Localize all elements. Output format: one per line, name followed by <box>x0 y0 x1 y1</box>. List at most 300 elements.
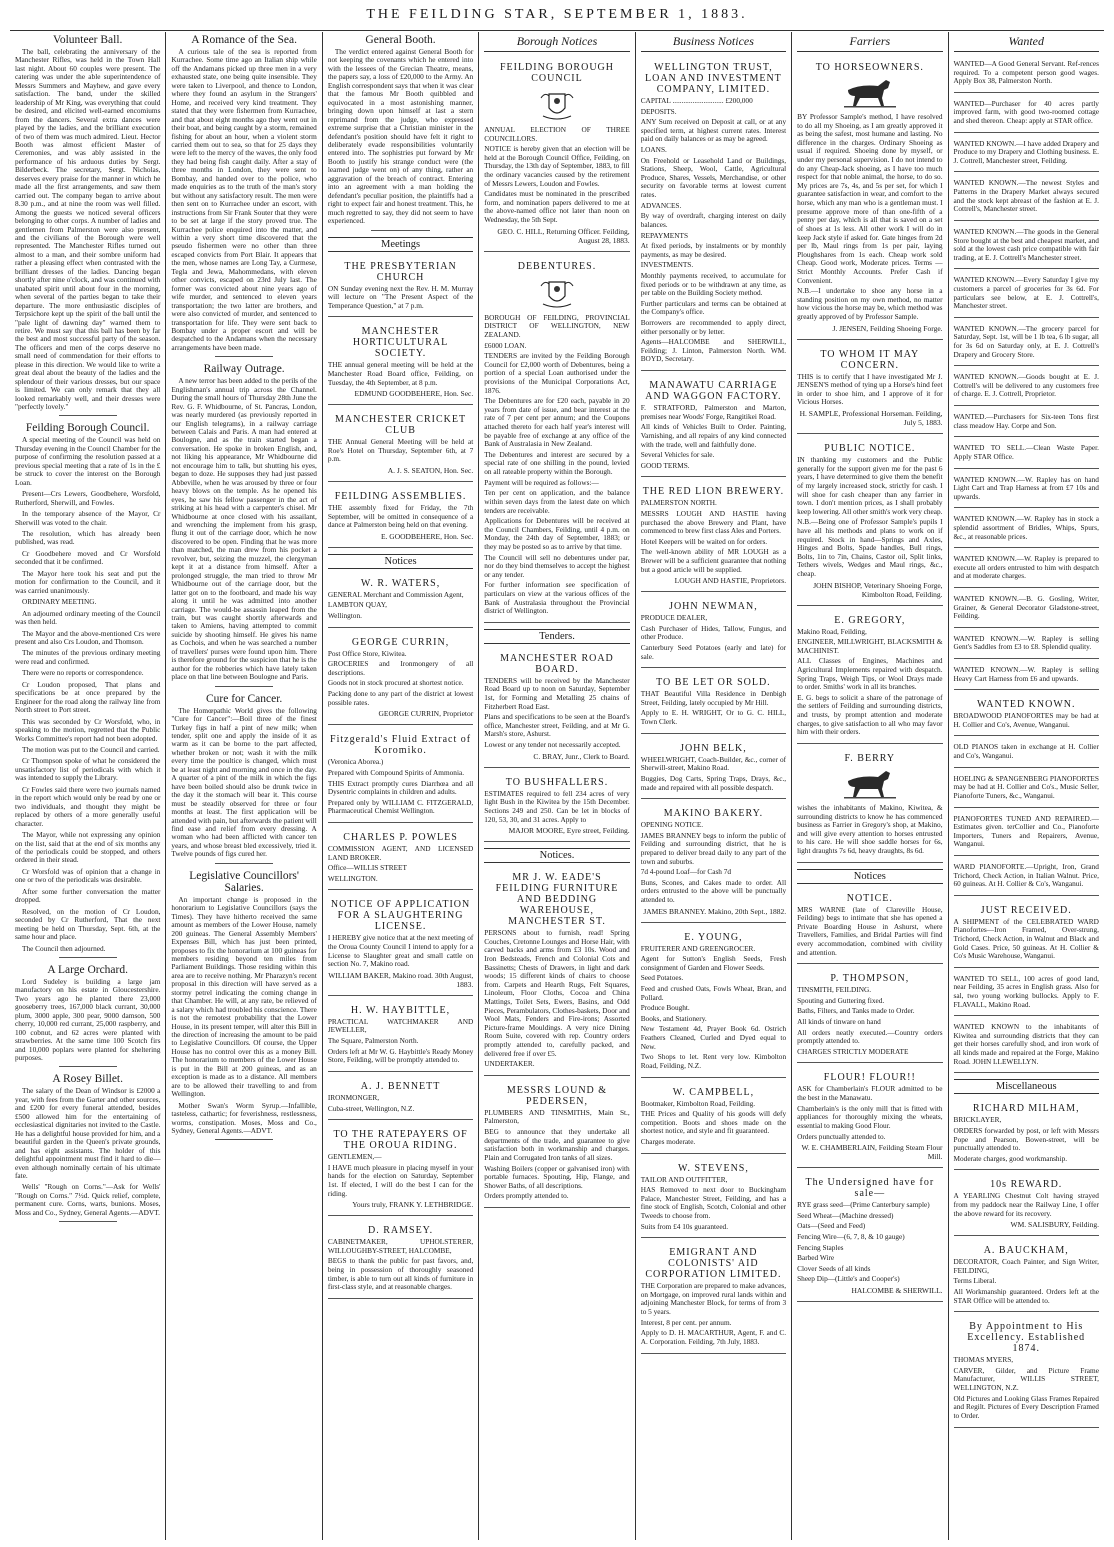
advertisement-text: WANTED—Purchaser for 40 acres partly improved farm, with good two-roomed cottage and shed thereon. Cheap: apply at STAR office. <box>953 98 1099 126</box>
advertisement-text: The Debentures and interest are secured by a special rate of one shilling in the pound, levied on all rateable property within the Borough. <box>484 449 630 477</box>
article-paragraph: An important change is proposed in the honorarium to Legislative Councillors (says the Times). They have hitherto received the same amount as members of the Lower House, namely 200 guineas. The General Assembly Members' Expenses Bill, which has just been printed, proposes to fix the honorarium at 100 guineas for members residing beyond ten miles from Parliament Buildings. Those residing within this area are to receive nothing. Mr Pharazyn's recent proposal in this direction will have served as a stormy petrel indicating the coming change in that Chamber. He will, at any rate, be relieved of a salary which had troubled his conscience. There is not the remotest probability that the Lower House, in its present temper, will alter this Bill in the direction of increasing the amount to be paid to Legislative Councillors. Of course, the Upper House has no control over this as a money Bill. The honorarium to members of the Lower House is put in the Bill at 200 guineas, and as an exception is made as to a distance. All members are to be allowed their travelling to and from Wellington. <box>171 894 317 1099</box>
advertisement <box>641 375 786 477</box>
advertisement <box>328 1000 473 1072</box>
advertisement-text: WANTED KNOWN.—B. G. Gosling, Writer, Grainer, & General Decorator Gladstone-street, Feilding. <box>953 593 1099 621</box>
advertisement <box>954 176 1099 220</box>
advertisement-text: Bootmaker, Kimbolton Road, Feilding. <box>640 1098 756 1108</box>
advertisement <box>641 1082 786 1154</box>
advertisement-text: BEG to announce that they undertake all departments of the trade, and guarantee to give satisfaction both in workmanship and charges. Plain and Corrugated Iron tanks of all sizes. <box>484 1127 630 1162</box>
advertisement-text: PERSONS about to furnish, read! Spring Couches, Cretonne Lounges and Horse Hair, with carved backs and arms from £3 10s. Wood and Iron Bedsteads, French and Colonial Cots and Bassinetts; Chests of Drawers, in light and dark woods; 15 different kinds of chairs to choose from. Carpets and Hearth Rugs, Felt Squares, Linoleum, Floor Cloths, Cocoa and China Mattings, Toilet Sets, Ewers, Basins, and Odd Pieces, Perambulators, Clothes-baskets, Door and Wool Mats, Fenders and Fire-irons; Assorted Picture-frame Mouldings. A very nice Dining Room Suite, covered with rep. Country orders promptly attended to, carefully packed, and delivered free if over £5. <box>484 928 630 1058</box>
advertisement-title: DEBENTURES. <box>517 260 597 272</box>
advertisement-text: I HAVE much pleasure in placing myself in your hands for the election on Saturday, September 1st. If elected, I will do the best I can for the riding. <box>327 1162 474 1198</box>
advertisement-text: RYE grass seed—(Prime Canterbury sample) <box>797 1200 930 1210</box>
advertisement-text: PRACTICAL WATCHMAKER AND JEWELLER, <box>327 1016 474 1035</box>
advertisement-text: NOTICE is hereby given that an election will be held at the Borough Council Office, Feilding, on Thursday, the 13th day of September, 1883, to fill the ordinary vacancies caused by the retirement of Messrs Lewers, Loudon and Fowles. <box>484 144 630 188</box>
advertisement-title: W. STEVENS, <box>677 1162 749 1174</box>
advertisement-text: OPENING NOTICE. <box>640 820 704 830</box>
advertisement-text: WANTED KNOWN.—W. Rapley is prepared to execute all orders entrusted to him with despatch and at moderate charges. <box>953 554 1099 581</box>
column-heading: Business Notices <box>641 32 786 52</box>
article-paragraph: Resolved, on the motion of Cr Loudon, seconded by Cr Rutherford, That the next meeting be held on Thursday, Sept. 6th, at the same hour and place. <box>15 906 161 942</box>
advertisement-text: IN thanking my customers and the Public generally for the support given me for the past 6 years, I have determined to give them the benefit of my largely increased stock, strictly for cash. I will shoe for cash cheaper than any farrier in town. I don't mention prices, as I shall probably keep lowering. All other smith's work very cheap. <box>797 455 943 516</box>
advertisement <box>954 772 1099 808</box>
advertisement-text: WANTED KNOWN.—Every Saturday I give my customers a parcel of groceries for 3s 6d. For particulars see below, at E. J. Cottrell's, Manchester street. <box>953 275 1099 311</box>
column-6 <box>791 32 947 1540</box>
advertisement-text: WANTED.—Purchasers for Six-teen Tons first class meadow Hay. Corpe and Son. <box>953 412 1099 430</box>
advertisement-title: A. BAUCKHAM, <box>983 1245 1069 1257</box>
advertisement <box>954 1098 1099 1170</box>
advertisement <box>954 441 1099 468</box>
advertisement-text: Chamberlain's is the only mill that is fitted with appliances for thoroughly mixing the wheats, essential to making Good Flour. <box>797 1103 943 1130</box>
advertisement <box>954 972 1099 1016</box>
advertisement-signature: HALCOMBE & SHERWILL. <box>851 1286 943 1296</box>
article-paragraph: The minutes of the previous ordinary meeting were read and confirmed. <box>15 648 161 666</box>
advertisement-text: Canterbury Seed Potatoes (early and late) for sale. <box>640 643 787 661</box>
news-article <box>171 34 316 357</box>
advertisement-text: TENDERS are invited by the Feilding Borough Council for £2,000 worth of Debentures, being a portion of a special Loan authorised under the provisions of the Municipal Corporations Act, 1876. <box>484 351 630 395</box>
advertisement-title: MESSRS LOUND & PEDERSEN, <box>506 1084 608 1107</box>
advertisement-title: EMIGRANT AND COLONISTS' AID CORPORATION LIMITED. <box>645 1247 782 1281</box>
advertisement-text: GENTLEMEN,— <box>327 1152 382 1162</box>
advertisement-title: H. W. HAYBITTLE, <box>350 1004 451 1016</box>
article-paragraph: Cr Fowles said there were two journals named in the report which would only be read by one or two individuals, and thought they might be replaced by others of a more generally useful character. <box>15 784 161 828</box>
advertisement-title: E. GREGORY, <box>834 614 906 626</box>
advertisement <box>797 438 942 606</box>
advertisement-text: LOANS. <box>640 145 667 155</box>
advertisement-text: Feed and crushed Oats, Fowls Wheat, Bran, and Pollard. <box>640 984 787 1002</box>
article-paragraph: ORDINARY MEETING. <box>22 597 97 607</box>
advertisement-title: MANAWATU CARRIAGE AND WAGGON FACTORY. <box>645 380 782 403</box>
article-title: A Large Orchard. <box>47 963 128 976</box>
advertisement <box>484 772 629 842</box>
article-paragraph: The Homœpathic World gives the following "Cure for Cancer":—Boil three of the finest Turkey figs in half a pint of new milk; when tender, split one and apply the inside of it as warm as it can be borne to the part affected, whether broken or not; wash it with the milk every time the poultice is changed, which must be at least night and morning and once in the day. A quarter of a pint of the milk in which the figs have been boiled should also be drunk twice in the day it the stomach will bear it. This course must be steadily observed for three or four months at least. The first application will be attended with pain, but afterwards the patient will find ease and relief from every dressing. A woman who had been afflicted with cancer ten years, and whose breast bled excessively, tried it. Twelve pounds of figs cured her. <box>171 705 317 859</box>
advertisement <box>641 738 786 799</box>
advertisement-text: Hotel Keepers will be waited on for orders. <box>640 536 768 546</box>
advertisement-text: THE Corporation are prepared to make advances, on Mortgage, on improved rural lands within and adjoining Manchester Block, for terms of from 3 to 5 years. <box>640 1281 787 1317</box>
advertisement-text: Monthly payments received, to accumulate for fixed periods or to be withdrawn at any time, as per table on the Building Society method. <box>640 270 787 298</box>
advertisement-text: UNDERTAKER. <box>484 1059 535 1069</box>
advertisement-text: GOOD TERMS. <box>640 460 690 470</box>
advertisement-text: A SHIPMENT of the CELEBRATED WARD Pianofortes—Iron Framed, Over-strung, Trichord, Check Action, in Walnut and Black and Gold Cases. Price, 50 guineas. At H. Collier & Co's Music Warehouse, Wanganui. <box>953 916 1099 961</box>
section-heading: Tenders. <box>484 629 629 644</box>
advertisement-title: F. BERRY <box>844 752 896 764</box>
article-paragraph: Wells' "Rough on Corns."—Ask for Wells' "Rough on Corns." 7½d. Quick relief, complete, permanent cure. Corns, warts, bunions. Moses, Moss and Co., Sydney, General Agents.—ADVT. <box>15 1182 161 1217</box>
advertisement <box>954 57 1099 93</box>
article-paragraph: A curious tale of the sea is reported from Kurrachee. Some time ago an Italian ship while off the Andamans picked up three men in a very exhausted state, one being quite insensible. They were taken to Liverpool, and thence to London, where they found an asylum in the Strangers' Home, and received very kind treatment. They stated that they were fishermen from Kurrachee, and that about eight months ago they went out in their boat, and being caught by a storm, remained fishing for about an hour, when a violent storm carried them out to sea, so that for 25 days they were left to the mercy of the waves, the only food they had being fish caught daily. After a stay of three months in London, they were sent to Bombay, and handed over to the police, who made enquiries as to the truth of the man's story but without any satisfactory result. The men were then sent on to Kurrachee under an escort, with instructions from Sir Frank Souter that they were to be set at large if the story proved true. The Kurrachee police enquired into the matter, and within a very short time discovered that the pseudo fishermen were no other than three escaped convicts from Port Blair. It appears that the men, whose names are Long Tay, a Curmese, Tegla and Jewa, Mahommedans, with eleven other convicts, escaped on 23rd July last. The former was convicted about nine years ago of wife murder, and sentenced to eleven years transportation; the two latter are brothers, and were also convicted of murder, and sentenced to transportation for life. They were sent back to Bombay under a proper escort and will be despatched to the Andamans when the necessary arrangements have been made. <box>171 47 317 352</box>
advertisement-text: E. G. begs to solicit a share of the patronage of the settlers of Feilding and surrounding districts, and trusts, by prompt attention and moderate charges, to give satisfaction to all who may favor him with their orders. <box>797 692 943 737</box>
advertisement-text: Charges moderate. <box>640 1136 696 1146</box>
advertisement-text: Buns, Scones, and Cakes made to order. All orders entrusted to the above will be punctually attended to. <box>640 877 787 904</box>
article-title: A Romance of the Sea. <box>191 34 297 46</box>
advertisement-text: MESSRS LOUGH AND HASTIE having purchased the above Brewery and Plant, have commenced to brew first class Ales and Porters. <box>640 508 787 536</box>
advertisement-signature: Yours truly, FRANK Y. LETHBRIDGE. <box>352 1200 474 1210</box>
advertisement-text: WANTED KNOWN.—W. Rapley is selling Gent's Saddles from £3 to £8. Splendid quality. <box>953 633 1099 652</box>
advertisement-text: WANTED KNOWN.—The goods in the General Store bought at the best and cheapest market, and sold at the lowest cash price compatible with fair trading, at E. J. Cottrell's Manchester street. <box>953 226 1099 262</box>
advertisement-text: WANTED KNOWN.—W. Rapley is selling Heavy Cart Harness from £6 and upwards. <box>953 665 1099 683</box>
advertisement-text: WANTED KNOWN.—The newest Styles and Patterns in the Drapery Market always secured and the stock kept abreast of the fashion at E. J. Cottrell's, Manchester street. <box>953 178 1099 214</box>
masthead: THE FEILDING STAR, SEPTEMBER 1, 1883. <box>366 7 748 22</box>
article-paragraph: The Mayor here took his seat and put the motion for confirmation to the Council, and it was carried unanimously. <box>15 568 161 595</box>
advertisement <box>797 748 942 863</box>
advertisement <box>328 827 473 890</box>
advertisement-title: CHARLES P. POWLES <box>343 831 458 843</box>
advertisement-title: JOHN BELK, <box>680 742 747 754</box>
advertisement-text: TENDERS will be received by the Manchester Road Board up to noon on Saturday, September 1st, for Forming and Metalling 25 chains of Fitzherbert Road East. <box>484 675 630 711</box>
advertisement-text: WANTED KNOWN.—W. Rapley has on hand Light Cart and Trap Harness at from £7 10s and upwards. <box>953 474 1099 501</box>
advertisement-text: REPAYMENTS <box>640 230 688 240</box>
advertisement-text: WHEELWRIGHT, Coach-Builder, &c., corner of Sherwill-street, Makino Road. <box>640 754 787 773</box>
advertisement-text: At fixed periods, by instalments or by monthly payments, as may be desired. <box>640 241 787 259</box>
advertisement <box>954 273 1099 317</box>
advertisement <box>954 410 1099 437</box>
column-heading: Farriers <box>797 32 942 52</box>
advertisement <box>954 1020 1099 1073</box>
advertisement <box>954 1174 1099 1236</box>
advertisement <box>797 888 942 965</box>
news-article <box>15 34 160 416</box>
advertisement-text: Payment will be required as follows:— <box>484 477 599 487</box>
advertisement-signature: JOHN BISHOP, Veterinary Shoeing Forge, Kimbolton Road, Feilding. <box>813 580 943 599</box>
advertisement-signature: WM. SALISBURY, Feilding. <box>1010 1220 1099 1230</box>
advertisement <box>954 860 1099 896</box>
advertisement-text: THIS Extract promptly cures Diarrhœa and all Dysentric complaints in children and adults. <box>327 778 474 797</box>
section-divider <box>59 957 117 958</box>
advertisement-title: W. CAMPBELL, <box>672 1086 755 1098</box>
columns <box>10 32 1104 1540</box>
advertisement-text: ON Sunday evening next the Rev. H. M. Murray will lecture on "The Present Aspect of the Temperance Question," at 7 p.m. <box>327 283 474 310</box>
advertisement <box>954 473 1099 509</box>
advertisement <box>954 900 1099 968</box>
advertisement-text: Apply to D. H. MACARTHUR, Agent, F. and C. A. Corporation. Feilding, 7th July, 1883. <box>640 1328 787 1346</box>
advertisement-text: 7d 4-pound Loaf—for Cash 7d <box>640 867 732 877</box>
article-title: Cure for Cancer. <box>205 692 283 705</box>
article-paragraph: Cr Worsfold was of opinion that a change in one or two of the periodicals was desirable. <box>15 866 161 885</box>
advertisement-text: MRS WARNE (late of Clareville House, Feilding) begs to intimate that she has opened a Private Boarding House in Ashurst, where Travellers, Families, and Bridal Parties will find every accommodation, combined with civility and attention. <box>797 904 943 957</box>
advertisement-text: Lowest or any tender not necessarily accepted. <box>484 740 621 750</box>
article-paragraph: The salary of the Dean of Windsor is £2000 a year, with fees from the Garter and other sources, and £200 for every funeral attended, besides £500 allowed him for the entertaining of ecclesiastical dignitaries not invited to the Castle. He has a delightful house provided for him, and a beautiful garden in the Queen's private grounds, and has eight assistants. The holder of this delightful appointment must find it hard to die—even although nominally certain of his ultimate fate. <box>15 1086 161 1181</box>
advertisement <box>954 694 1099 736</box>
advertisement-title: 10s REWARD. <box>990 1179 1063 1191</box>
advertisement-signature: WILLIAM BAKER, Makino road. 30th August, 1883. <box>328 970 474 989</box>
article-paragraph: Mother Swan's Worm Syrup.—Infallible, tasteless, cathartic; for feverishness, restlessness, worms, constipation. Moses, Moss and Co., Sydney, General Agents.—ADVT. <box>171 1100 317 1136</box>
advertisement <box>954 370 1099 406</box>
advertisement-signature: H. SAMPLE, Professional Horseman. Feilding, July 5, 1883. <box>799 409 943 428</box>
advertisement-text: Books, and Stationery. <box>640 1013 707 1023</box>
advertisement-title: TO THE RATEPAYERS OF THE OROUA RIDING. <box>333 1129 468 1152</box>
advertisement <box>328 1124 473 1216</box>
advertisement <box>328 632 473 726</box>
advertisement-text: Oats—(Seed and Feed) <box>797 1221 866 1231</box>
advertisement <box>954 1316 1099 1427</box>
section-heading: Notices. <box>484 848 629 863</box>
advertisement-text: THIS is to certify that I have investigated Mr J. JENSEN'S method of tying up a Horse's hind feet in order to shoe him, and I approve of it for Vicious Horses. <box>797 371 943 407</box>
article-paragraph: There were no reports or correspondence. <box>22 668 144 678</box>
column-5 <box>635 32 791 1540</box>
advertisement-title: THE PRESBYTERIAN CHURCH <box>344 260 457 283</box>
advertisement-text: Spouting and Guttering fixed. <box>797 995 885 1005</box>
article-paragraph: The motion was put to the Council and carried. <box>22 744 160 754</box>
advertisement-text: Candidates must be nominated in the prescribed form, and nomination papers delivered to me at the above-named office not later than noon on Wednesday, the 5th Sept. <box>484 189 630 225</box>
advertisement-text: Fencing Wire—(6, 7, 8, & 10 gauge) <box>797 1231 905 1241</box>
advertisement <box>641 57 786 371</box>
article-title: Railway Outrage. <box>203 363 285 376</box>
horse-icon <box>840 76 900 110</box>
article-title: Legislative Councillors' Salaries. <box>189 869 299 894</box>
advertisement-text: Ten per cent on application, and the balance within seven days from the latest date on which tenders are receivable. <box>484 488 630 515</box>
advertisement-title: PUBLIC NOTICE. <box>824 443 916 455</box>
advertisement-text: HOELING & SPANGENBERG PIANOFORTES may be had at H. Collier and Co's., Music Seller, Pianoforte Tuners, &c., Wanganui. <box>953 773 1099 800</box>
advertisement-text: I HEREBY give notice that at the next meeting of the Oroua County Council I intend to apply for a License to Slaughter great and small cattle on section No. 7, Makino road. <box>327 933 474 969</box>
article-paragraph: The Mayor, while not expressing any opinion on the list, said that at the end of six months any of the periodicals could be stopped, and others ordered in their stead. <box>15 830 161 865</box>
advertisement-text: Cuba-street, Wellington, N.Z. <box>327 1103 415 1113</box>
article-paragraph: In the temporary absence of the Mayor, Cr Sherwill was voted to the chair. <box>15 509 161 527</box>
advertisement <box>954 552 1099 588</box>
article-paragraph: Lord Sudeley is building a large jam manufactory on his estate in Gloucestershire. Two years ago he planted there 23,000 gooseberry trees, 167,000 black currant, 30,000 plum, 3000 apple, 300 pear, 9000 damson, 500 cherry, 10,000 red currant, 25,000 raspberry, and 100 cobnut, and 62 acres were planted with strawberries. At the same time 100 Scotch firs and 10,000 poplars were planted for sheltering purposes. <box>15 976 161 1063</box>
advertisement <box>641 1158 786 1239</box>
advertisement-text: wishes the inhabitants of Makino, Kiwitea, & surrounding districts to know he has commenced business as Farrier in Gregory's shop, at Makino, and will give every attention to horses entrusted to his care. He will shoe saddle horses for 6s, light draughts 7s 6d, heavy draughts, 8s 6d. <box>797 802 943 855</box>
borough-crest-icon <box>535 88 579 122</box>
advertisement-title: NOTICE. <box>846 892 893 904</box>
advertisement-text: Further particulars and terms can be obtained at the Company's office. <box>640 298 787 317</box>
advertisement <box>954 812 1099 856</box>
advertisement-title: FEILDING BOROUGH COUNCIL <box>499 62 614 84</box>
advertisement <box>641 596 786 668</box>
advertisement-text: Two Shops to let. Rent very low. Kimbolton Road, Feilding, N.Z. <box>640 1052 787 1070</box>
advertisement <box>641 1242 786 1353</box>
advertisement-text: The Debentures are for £20 each, payable in 20 years from date of issue, and bear interest at the rate of 7 per cent per annum; and the Coupons attached thereto for each half year's interest will be payable free of exchange at any office of the Bank of Australasia in New Zealand. <box>484 396 630 449</box>
advertisement-text: TINSMITH, FEILDING. <box>797 985 872 995</box>
column-3 <box>322 32 478 1540</box>
advertisement-text: THE Annual General Meeting will be held at Roe's Hotel on Thursday, September 6th, at 7 p.m. <box>327 437 474 464</box>
advertisement-text: Clover Seeds of all kinds <box>797 1263 871 1273</box>
advertisement-text: All Workmanship guaranteed. Orders left at the STAR Office will be attended to. <box>953 1287 1099 1305</box>
advertisement <box>641 803 786 922</box>
advertisement-text: ASK for Chamberlain's FLOUR admitted to be the best in the Manawatu. <box>797 1084 943 1103</box>
advertisement-title: TO WHOM IT MAY CONCERN. <box>820 348 920 371</box>
advertisement <box>484 648 629 768</box>
advertisement-text: All orders neatly executed.—Country orders promptly attended to. <box>797 1027 943 1046</box>
article-paragraph: An adjourned ordinary meeting of the Council was then held. <box>15 608 161 627</box>
advertisement-text: (Veronica Aborea.) <box>327 757 384 767</box>
advertisement-text: PIANOFORTES TUNED AND REPAIRED.—Estimates given. terCollier and Co., Pianoforte Importers, Tuners and Repairers, Avenue, Wanganui. <box>953 813 1099 849</box>
section-divider <box>59 1221 117 1222</box>
horse-icon <box>840 767 900 801</box>
advertisement-text: BOROUGH OF FEILDING, PROVINCIAL DISTRICT OF WELLINGTON, NEW ZEALAND. <box>484 312 630 339</box>
article-paragraph: This was seconded by Cr Worsfold, who, in speaking to the motion, regretted that the Public Works Committee's report had not been adopted. <box>15 716 161 743</box>
advertisement-text: ORDERS forwarded by post, or left with Messrs Pope and Pearson, Bowen-street, will be punctually attended to. <box>953 1125 1099 1153</box>
advertisement-text: THE annual general meeting will be held at the Manchester Road Board office, Feilding, on Tuesday, the 4th September, at 8 p.m. <box>327 360 474 387</box>
advertisement-text: The Square, Palmerston North. <box>327 1036 419 1046</box>
advertisement-signature: W. E. CHAMBERLAIN, Feilding Steam Flour Mill. <box>801 1143 943 1162</box>
advertisement-title: FEILDING ASSEMBLIES. <box>334 491 467 502</box>
advertisement-text: The well-known ability of MR LOUGH as a Brewer will be a sufficient guarantee that nothing but a good article will be supplied. <box>640 547 787 574</box>
advertisement-text: IRONMONGER, <box>327 1092 380 1102</box>
advertisement <box>954 740 1099 767</box>
advertisement-text: WANTED—A Good General Servant. Ref-rences required. To a competent person good wages. Apply Box 38, Palmerston North. <box>953 59 1099 86</box>
advertisement-text: WANTED TO SELL, 100 acres of good land, near Feilding, 35 acres in English grass. Also for sal, two young working bullocks. Apply to F. FLAVALL, Makino Road. <box>953 973 1099 1009</box>
advertisement-text: PALMERSTON NORTH. <box>640 498 717 508</box>
article-paragraph: The verdict entered against General Booth for not keeping the covenants which he entered into with the lessees of the Grecian Theatre, means, the papers say, a loss of £20,000 to the Army. An English correspondent says that when it was clear that the famous Mr Booth quibbled and equivocated in a most astonishing manner, bringing down upon himself at last a stern reprimand from the judge, who expressed extreme surprise that a Christian minister in the defendant's position should have felt it right to deliberately evade responsibilities voluntarily entered into. The sophistries put forward by Mr Booth to justify his strange conduct were (the learned judge went on) of any thing, rather an aggravation of the breach of contract. Entering into an agreement with a man holding the defendant's peculiar position, the plaintiffs had a right to expect fair and honest treatment. This, he much regretted to say, they did not seem to have experienced. <box>327 47 474 226</box>
article-paragraph: Cr Loudon proposed, That plans and specifications be at once prepared by the Engineer for the road along the railway line from North street to Port street. <box>15 679 161 715</box>
advertisement <box>954 512 1099 548</box>
advertisement-text: N.B.—I undertake to shoe any horse in a standing position on my own method, no matter how vicious the horse may be, which method was greatly approved of by Professor Sample. <box>797 286 943 322</box>
article-paragraph: Cr Thompson spoke of what he considered the unsatisfactory list of periodicals with which it was intended to supply the Library. <box>15 756 161 783</box>
advertisement-text: CABINETMAKER, UPHOLSTERER, WILLOUGHBY-STREET, HALCOMBE, <box>327 1237 474 1255</box>
advertisement-signature: A. J. S. SEATON, Hon. Sec. <box>387 466 474 475</box>
advertisement-text: Baths, Filters, and Tanks made to Order. <box>797 1006 915 1016</box>
advertisement-text: THE Prices and Quality of his goods will defy competition. Boots and shoes made on the shortest notice, and style and fit guaranteed. <box>640 1109 787 1136</box>
advertisement-text: ENGINEER, MILLWRIGHT, BLACKSMITH & MACHINIST. <box>797 637 943 655</box>
advertisement-text: BRICKLAYER, <box>953 1115 1002 1125</box>
section-heading: Meetings <box>328 237 473 252</box>
advertisement <box>797 610 942 744</box>
column-heading: Borough Notices <box>484 32 629 52</box>
advertisement-text: PLUMBERS AND TINSMITHS, Main St., Palmerston, <box>484 1107 630 1126</box>
advertisement-signature: MAJOR MOORE, Eyre street, Feilding. <box>508 826 630 836</box>
advertisement <box>484 57 629 252</box>
article-paragraph: The Council then adjourned. <box>22 943 106 953</box>
advertisement-text: N.B.—Being one of Professor Sample's pupils I have all his methods and plans to work on if required. Stock in hand—Springs and Axles, Hinges and Bolts, Spade handles, Bull rings, Bolts, 1in to 7in, Chains, Castor oil, Split links, Tethers wivels, Wedges and Maul rings, &c., cheap. <box>797 517 943 578</box>
advertisement-text: WANTED KNOWN.—W. Rapley has in stock a splendid assortment of Bridles, Whips, Spurs, &c., at reasonable prices. <box>953 514 1099 541</box>
section-heading: Notices <box>328 554 473 569</box>
article-paragraph: The ball, celebrating the anniversary of the Manchester Rifles, was held in the Town Hall last night. About 60 couples were present. The catering was under the able superintendence of Messrs Summers and Mayhew, and gave every satisfaction. The band, under the skilled leadership of Mr King, was everything that could be desired, and elicited well-earned encomiums from the dancers. Several extra dances were played by the ladies, and the brilliant execution of two of them was much admired. Lieut. Hector Booth was almost efficient Master of Ceremonies, and was ably assisted in the performance of his arduous duties by Sergt. Bilderbeck. The secretary, Sergt. Nicholas, deserves every praise for the manner in which he made all the first arrangements, and saw them carried out. The company began to arrive about 8.30 p.m., and at nine the room was well filled. Among the guests we noticed several officers belonging to other corps. A number of ladies and gentlemen from Palmerston were also present, and the civilians of the Borough were well represented. The Manchester Rifles turned out almost to a man, and their sombre uniform had rather a pleasing effect when contrasted with the brilliant dresses of the ladies. Dancing began shortly after nine o'clock, and was continued with unabated spirit until about four in the morning, when several of the parties began to take their departure. The more enthusiastic disciples of Terpsichore kept up the spirit of the ball until the "pale light of dawning day" warned them to retire. We must say that this ball has been by far the best and most successful party of the season. The officers and men of the corps deserve no small need of commendation for their efforts to please in this direction. We would like to write a great deal about the beauty of the ladies and the splendour of their various dresses, but our space is limited. We can only remark that they all looked remarkably well, and their dresses were "perfectly lovely." <box>15 47 161 412</box>
advertisement-text: Barbed Wire <box>797 1253 835 1263</box>
section-divider <box>215 863 273 864</box>
advertisement-title: GEORGE CURRIN, <box>351 636 450 648</box>
article-title: Volunteer Ball. <box>53 34 123 46</box>
advertisement-text: WARD PIANOFORTE.—Upright, Iron, Grand Trichord, Check Action, in Italian Walnut. Price, 60 guineas. At H. Collier & Co's, Wanganui. <box>953 861 1099 889</box>
borough-crest-icon <box>535 276 579 310</box>
advertisement-text: GROCERIES and Ironmongery of all descriptions. <box>327 659 474 677</box>
advertisement-title: WANTED KNOWN. <box>976 699 1076 711</box>
advertisement-text: Cash Purchaser of Hides, Tallow, Fungus, and other Produce. <box>640 623 787 642</box>
advertisement <box>797 57 942 340</box>
advertisement-text: Produce Bought. <box>640 1003 690 1013</box>
article-paragraph: A new terror has been added to the perils of the Englishman's annual trip across the Channel. During the small hours of Thursday 28th June the Rev. G. F. Whidbourne, of St. Pancras, London, was nearly murdered (as previously reported in our English telegrams), in a railway carriage between Calais and Paris. A man had entered at Boulogne, and as the train started began a conversation. He spoke in broken English, and, not liking his appearance, Mr Whidbourne did not encourage him to talk, but shutting his eyes, began to doze. He supposes they had just passed Abbeville, when he was aroused by three or four heavy blows on the temple. As he opened his eyes, he saw his fellow passenger in the act of striking at his head with a carpenter's chisel. Mr Whidbourne at once closed with his assailant, and wrenching the implement from his grasp, flung it out of the carriage door, which he now discovered to be open. Finding that he was more than matched, the man drew from his pocket a revolver, but, seizing the muzzel, the clergyman kept it at a distance from himself. After a prolonged struggle, the man tried to throw Mr Whidbourne out of the carriage door, but the latter got on to the footboard, and made his way along it until he was admitted into another carriage. The would-be assassin leaped from the train, but was caught shortly afterwards and taken to Amiens, having attempted to commit suicide by shooting himself. He gives his name as Cochois, and when he was searched a number of travellers' purses were found upon him. There is therefore ground for the suspicion that he is the author for the robberies which have lately taken place on that line between Boulogne and Paris. <box>171 376 317 682</box>
advertisement <box>797 344 942 434</box>
advertisement-title: TO BE LET OR SOLD. <box>656 677 771 689</box>
advertisement-signature: GEORGE CURRIN, Proprietor <box>378 709 474 719</box>
section-heading: Miscellaneous <box>954 1079 1099 1094</box>
advertisement-text: The Council will sell no debentures under par, nor do they bind themselves to accept the highest or any tender. <box>484 552 630 579</box>
masthead-rule <box>10 30 1104 31</box>
advertisement-text: All kinds of tinware on hand <box>797 1017 881 1027</box>
advertisement <box>328 729 473 823</box>
advertisement-text: Goods not in stock procured at shortest notice. <box>327 678 464 688</box>
advertisement-text: Seed Wheat—(Machine dressed) <box>797 1210 894 1220</box>
advertisement-text: THAT Beautiful Villa Residence in Denbigh Street, Feilding, lately occupied by Mr Hill. <box>640 689 787 707</box>
advertisement-text: BEGS to thank the public for past favors, and, being in possession of thoroughly seasoned timber, is able to turn out all kinds of furniture in first-class style, and at reasonable charges. <box>327 1256 474 1292</box>
advertisement-text: Agent for Sutton's English Seeds, Fresh consignment of Garden and Flower Seeds. <box>640 954 787 972</box>
advertisement <box>328 256 473 318</box>
advertisement-text: Office—WILLIS STREET <box>327 863 407 873</box>
advertisement-text: BY Professor Sample's method, I have resolved to do all my Shoeing, as I am greatly approved it as being the safest, most humane and lasting. No difference in the charges. Ordinary Shoeing as usual if required. Shoeing done by myself, or under my personal supervision. I do not intend to do any Cheap-Jack shoeing, as I have too much respect for that noble animal, the horse, to do so. My prices are 7s, 4s, and 5s per set, for which I guarantee satisfaction in wear, and comfort to the horse, which any man who is a gentleman must. I presume approve more of than one-fifth of a penny per day, which is all that is saved on a set of shoes at 1s less. All other work I will do in keep Jack style if asked for. Gate hinges from 2d per lb, Maul rings from 1s per pair, laying Ploughshares from 1s each. Cheap work sold Cheap. Good work, Moderate prices. Terms — Strict Monthly Accounts. Prefer Cash if Convenient. <box>797 112 943 285</box>
advertisement-text: Orders punctually attended to. <box>797 1131 886 1141</box>
advertisement-signature: JAMES BRANNEY. Makino, 20th Sept., 1882. <box>643 906 787 916</box>
advertisement <box>641 481 786 592</box>
advertisement-text: Old Pictures and Looking Glass Frames Repaired and Regilt. Pictures of Every Description Framed to Order. <box>953 1393 1099 1420</box>
advertisement-text: BROADWOOD PIANOFORTES may be had at H. Collier and Co's, Avenue, Wanganui. <box>953 711 1099 729</box>
advertisement-text: For further information see specification of particulars on view at the various offices of the Bank of Australasia throughout the Provincial district of Wellington. <box>484 580 630 616</box>
advertisement-text: WANTED KNOWN.—The grocery parcel for Saturday, Sept. 1st, will be 1 lb tea, 6 lb sugar, all for 3s 6d on Saturday only, at E. J. Cottrell's Drapery and Grocery Store. <box>953 323 1099 359</box>
advertisement-signature: C. BRAY, Junr., Clerk to Board. <box>533 751 630 761</box>
advertisement-title: MANCHESTER HORTICULTURAL SOCIETY. <box>352 326 449 360</box>
advertisement-signature: E. GOODBEHERE, Hon. Sec. <box>380 531 474 541</box>
advertisement <box>328 573 473 628</box>
advertisement <box>797 1067 942 1168</box>
article-title: Feilding Borough Council. <box>25 422 150 435</box>
advertisement <box>954 137 1099 173</box>
advertisement-text: Post Office Store, Kiwitea. <box>327 648 407 658</box>
advertisement-text: THE assembly fixed for Friday, the 7th September, will be omitted in consequence of a dance at Palmerston being held on that evening. <box>327 503 474 530</box>
advertisement-text: DEPOSITS. <box>640 106 677 116</box>
advertisement-title: D. RAMSEY. <box>368 1225 434 1237</box>
advertisement-text: INVESTMENTS. <box>640 260 694 270</box>
advertisement-text: Orders promptly attended to. <box>484 1191 569 1201</box>
advertisement <box>328 321 473 405</box>
advertisement-signature: EDMUND GOODBEHERE, Hon. Sec. <box>354 389 474 399</box>
section-divider <box>215 1139 273 1140</box>
advertisement-signature: LOUGH AND HASTIE, Proprietors. <box>674 576 787 586</box>
advertisement-text: Interest, 8 per cent. per annum. <box>640 1317 732 1327</box>
advertisement-text: ANNUAL ELECTION OF THREE COUNCILLORS. <box>484 125 630 143</box>
advertisement <box>484 867 629 1076</box>
advertisement <box>328 409 473 482</box>
advertisement-text: Applications for Debentures will be received at the Council Chambers, Feilding, until 4 p.m. on Monday, the 24th day of September, 1883; or they may be posted so as to arrive by that time. <box>484 516 630 551</box>
column-7 <box>948 32 1104 1540</box>
article-paragraph: After some further conversation the matter dropped. <box>15 886 161 905</box>
advertisement-text: Plans and specifications to be seen at the Board's office, Manchester street, Feilding, and at Mr G. Marsh's store, Ashurst. <box>484 712 630 739</box>
advertisement-title: MAKINO BAKERY. <box>663 808 764 820</box>
column-1 <box>10 32 165 1540</box>
advertisement-text: Prepared with Compound Spirits of Ammonia. <box>327 767 465 777</box>
advertisement-text: CARVER, Gilder, and Picture Frame Manufacturer, WILLIS STREET, WELLINGTON, N.Z. <box>953 1365 1099 1393</box>
advertisement-text: Buggies, Dog Carts, Spring Traps, Drays, &c., made and repaired with all possible despatch. <box>640 773 787 792</box>
article-paragraph: A special meeting of the Council was held on Thursday evening in the Council Chamber for the purpose of confirming the resolution passed at a previous special meeting that a rate of 1s in the £ be struck to cover the interest on the Borough Loan. <box>15 435 161 487</box>
advertisement-text: WANTED KNOWN.—Goods bought at E. J. Cottrell's will be delivered to any customers free of charge. E. J. Cottrell, Proprietor. <box>953 372 1099 399</box>
section-divider <box>59 1066 117 1067</box>
advertisement-text: ADVANCES. <box>640 200 682 210</box>
advertisement-text: All kinds of Vehicles Built to Order. Painting, Varnishing, and all repairs of any kind connected with the trade, well and faithfully done. <box>640 422 787 449</box>
advertisement-title: TO BUSHFALLERS. <box>505 776 609 788</box>
advertisement-title: E. YOUNG, <box>684 931 743 943</box>
advertisement-text: On Freehold or Leasehold Land or Buildings, Stations, Sheep, Wool, Cattle, Agricultural Produce, Shares, Vessels, Merchandise, or other security on favorable terms at lowest current rates. <box>640 155 787 200</box>
advertisement-title: MANCHESTER CRICKET CLUB <box>335 414 467 437</box>
news-article <box>328 34 473 231</box>
advertisement-text: WANTED KNOWN to the inhabitants of Kiwitea and surrounding districts that they can get their horses carefully shod, and iron work of all kinds made and repaired at the Forge, Makino Road. JOHN LLEWELLYN. <box>953 1022 1099 1066</box>
advertisement <box>797 968 942 1063</box>
section-divider <box>59 415 117 416</box>
advertisement <box>328 486 473 548</box>
advertisement <box>954 592 1099 628</box>
advertisement-text: PRODUCE DEALER, <box>640 613 708 623</box>
advertisement-text: Washing Boilers (copper or galvanised iron) with portable furnaces. Spouting, Hip, Flange, and Shower Baths, of all descriptions. <box>484 1163 630 1190</box>
advertisement-title: A. J. BENNETT <box>360 1080 441 1092</box>
advertisement-text: DECORATOR, Coach Painter, and Sign Writer, FEILDING, <box>953 1257 1099 1275</box>
advertisement <box>954 225 1099 269</box>
advertisement-text: WANTED TO SELL.—Clean Waste Paper. Apply STAR Office. <box>953 443 1099 461</box>
advertisement-title: The Undersigned have for sale— <box>805 1177 935 1200</box>
article-title: A Rosey Billet. <box>52 1073 124 1086</box>
advertisement-text: Packing done to any part of the district at lowest possible rates. <box>327 689 474 707</box>
advertisement-title: NOTICE OF APPLICATION FOR A SLAUGHTERING LICENSE. <box>330 899 471 933</box>
advertisement-title: MANCHESTER ROAD BOARD. <box>500 652 614 675</box>
advertisement-title: MR J. W. EADE'S FEILDING FURNITURE AND BEDDING WAREHOUSE, MANCHESTER ST. <box>495 872 619 928</box>
advertisement-title: JUST RECEIVED. <box>980 904 1072 916</box>
advertisement-text: Seed Potatoes. <box>640 973 684 983</box>
advertisement-text: Makino Road, Feilding, <box>797 626 867 636</box>
advertisement-text: OLD PIANOS taken in exchange at H. Collier and Co's, Wanganui. <box>953 742 1099 761</box>
advertisement-signature: GEO. C. HILL, Returning Officer. Feilding, August 28, 1883. <box>497 226 630 245</box>
